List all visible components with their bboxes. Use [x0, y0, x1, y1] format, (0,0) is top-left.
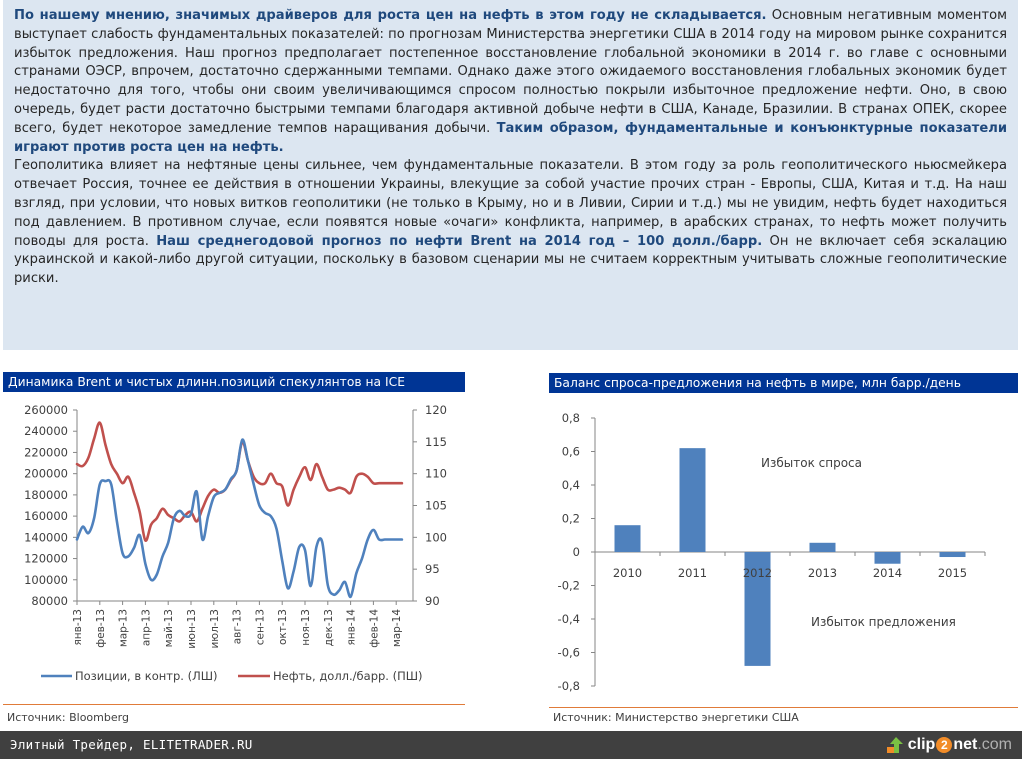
article-text-block [3, 0, 1018, 350]
conclusion-statement: Таким образом, фундаментальные и конъюнктурные показатели играют против роста цен на нефть. [14, 120, 1007, 155]
left-y-tick-label: 100000 [24, 572, 68, 587]
x-tick-label: янв-13 [72, 609, 84, 646]
right-y-tick-label: 100 [425, 530, 447, 545]
bar-2011 [680, 448, 706, 552]
line-chart-divider [3, 704, 465, 705]
y-tick-label: 0,4 [561, 478, 580, 492]
bar-2013 [810, 543, 836, 552]
x-tick-label: 2015 [937, 566, 968, 580]
line-chart-source: Источник: Bloomberg [7, 711, 129, 724]
x-tick-label: апр-13 [140, 609, 153, 647]
logo-net: net [953, 736, 978, 753]
left-y-tick-label: 180000 [24, 487, 68, 502]
x-tick-label: 2013 [807, 566, 838, 580]
x-tick-label: 2010 [612, 566, 643, 580]
left-y-tick-label: 160000 [24, 509, 68, 524]
x-tick-label: июл-13 [208, 609, 221, 649]
annotation-surplus-supply: Избыток предложения [811, 615, 956, 629]
right-y-tick-label: 115 [425, 434, 447, 449]
forecast-statement: Наш среднегодовой прогноз по нефти Brent на 2014 год – 100 долл./барр. [156, 233, 763, 249]
x-tick-label: дек-13 [322, 609, 335, 647]
bar-chart [540, 395, 1022, 705]
left-y-tick-label: 200000 [24, 466, 68, 481]
legend-label-oil: Нефть, долл./барр. (ПШ) [273, 669, 423, 683]
x-tick-label: фев-13 [94, 609, 107, 648]
x-tick-label: янв-14 [345, 609, 358, 646]
left-y-tick-label: 120000 [24, 551, 68, 566]
paragraph-body: Геополитика влияет на нефтяные цены сильнее, чем фундаментальные показатели. В этом году за роль геополитического ньюсмейкера отвечает Россия, точнее ее действия в отношении Украины, влекущие за собой участие прочих стран - Европы, США, Китая и т.д. На наш взгляд, при условии, что новых витков геополитики (не только в Крыму, но и в Ливии, Сирии и т.д.) мы не увидим, нефть будет находиться под давлением. В противном случае, если появятся новые «очаги» конфликта, например, в арабских странах, то нефть может получить поводы для роста. [14, 158, 1007, 249]
x-tick-label: сен-13 [254, 609, 267, 646]
x-tick-label: окт-13 [277, 609, 290, 646]
y-tick-label: 0 [572, 545, 580, 559]
x-tick-label: ноя-13 [300, 609, 312, 646]
bar-chart-divider [549, 707, 1018, 708]
x-tick-label: авг-13 [231, 609, 244, 645]
right-y-tick-label: 95 [425, 562, 440, 577]
x-tick-label: фев-14 [368, 609, 381, 648]
article-paragraph-2 [14, 157, 1007, 289]
clip2net-logo[interactable] [886, 735, 1012, 755]
left-y-tick-label: 220000 [24, 445, 68, 460]
footer-bar [0, 731, 1022, 759]
x-tick-label: мар-14 [391, 609, 404, 648]
logo-two: 2 [936, 737, 952, 753]
series-line-positions [77, 440, 402, 597]
left-y-tick-label: 240000 [24, 424, 68, 439]
y-tick-label: -0,6 [557, 645, 580, 660]
right-y-tick-label: 110 [425, 466, 447, 481]
y-tick-label: 0,2 [561, 511, 580, 526]
left-y-tick-label: 80000 [31, 594, 68, 608]
upload-arrow-icon [886, 736, 904, 754]
y-tick-label: -0,8 [557, 679, 580, 693]
right-y-tick-label: 90 [425, 594, 440, 608]
x-tick-label: 2012 [742, 566, 773, 580]
left-y-tick-label: 140000 [24, 530, 68, 545]
bar-2014 [875, 552, 901, 564]
series-line-oil [77, 423, 402, 541]
bar-2015 [940, 552, 966, 557]
line-chart [0, 395, 470, 710]
bar-2010 [615, 525, 641, 552]
line-chart-title: Динамика Brent и чистых длинн.позиций спекулянтов на ICE [3, 372, 465, 392]
y-tick-label: 0,6 [561, 444, 580, 459]
x-tick-label: июн-13 [186, 609, 198, 649]
right-y-tick-label: 105 [425, 498, 447, 513]
y-tick-label: -0,2 [557, 578, 580, 593]
x-tick-label: май-13 [163, 609, 176, 648]
legend-label-positions: Позиции, в контр. (ЛШ) [75, 669, 218, 683]
bar-chart-title: Баланс спроса-предложения на нефть в мире, млн барр./день [549, 373, 1018, 393]
x-tick-label: 2014 [872, 566, 903, 580]
left-y-tick-label: 260000 [24, 403, 68, 417]
lead-statement: По нашему мнению, значимых драйверов для роста цен на нефть в этом году не складывается. [14, 8, 767, 23]
x-tick-label: 2011 [677, 566, 708, 580]
article-paragraph-1 [14, 7, 1007, 157]
footer-site-name[interactable]: Элитный Трейдер, ELITETRADER.RU [10, 737, 253, 752]
logo-com: .com [977, 736, 1012, 753]
y-tick-label: 0,8 [561, 411, 580, 425]
annotation-surplus-demand: Избыток спроса [761, 456, 862, 470]
paragraph-tail: Он не включает себя эскалацию украинской и какой-либо другой ситуации, поскольку в базовом сценарии мы не считаем корректным учитывать сложные геополитические риски. [14, 233, 1007, 287]
x-tick-label: мар-13 [117, 609, 130, 648]
y-tick-label: -0,4 [557, 612, 580, 626]
bar-chart-source: Источник: Министерство энергетики США [553, 711, 799, 724]
logo-clip: clip [907, 736, 936, 753]
right-y-tick-label: 120 [425, 403, 447, 417]
paragraph-body: Основным негативным моментом выступает слабость фундаментальных показателей: по прогнозам Министерства энергетики США в 2014 году на мировом рынке сохранится избыток предложения. Наш прогноз предполагает постепенное восстановление глобальной экономики в 2014 г. во главе с основными странами ОЭСР, впрочем, достаточно сдержанными темпами. Однако даже этого ожидаемого восстановления глобальных экономик будет недостаточно для того, чтобы они своим увеличивающимся спросом полностью покрыли избыточное предложение нефти. Оно, в свою очередь, будет расти достаточно быстрыми темпами благодаря активной добыче нефти в США, Канаде, Бразилии. В странах ОПЕК, скорее всего, будет некоторое замедление темпов наращивания добычи. [14, 8, 1007, 136]
